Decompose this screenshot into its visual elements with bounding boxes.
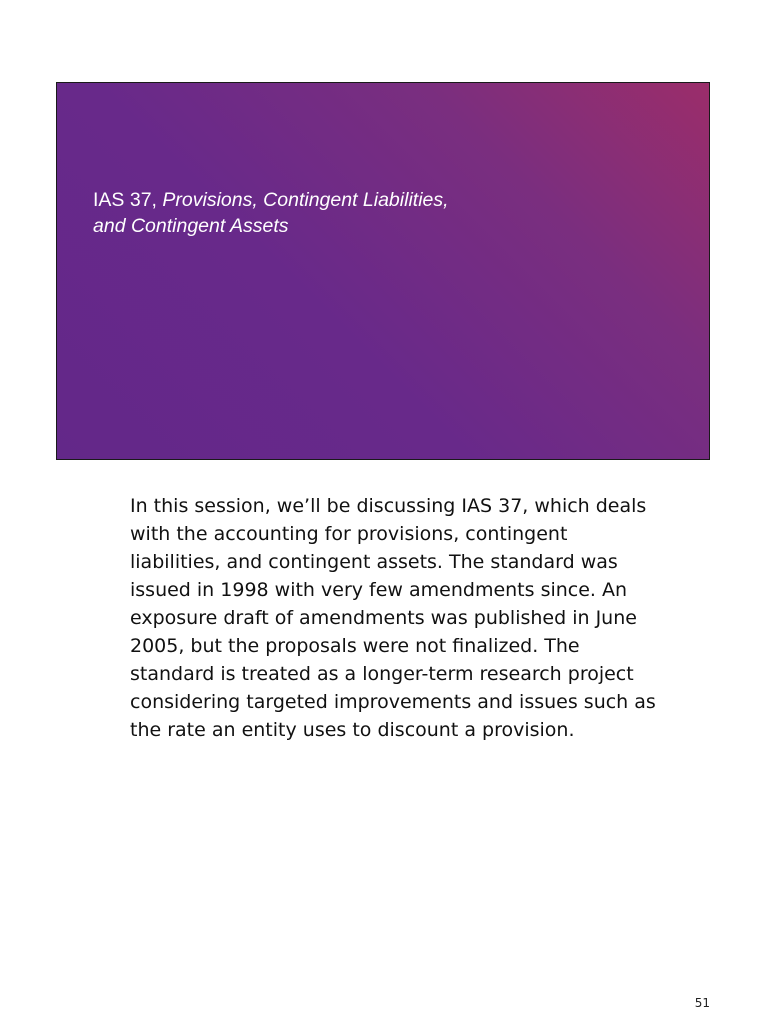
- notes-line: In this session, we’ll be discussing IAS 37, which deals: [130, 495, 647, 517]
- page-number: 51: [694, 996, 710, 1010]
- slide-title-prefix: IAS 37,: [93, 189, 157, 211]
- notes-line: exposure draft of amendments was published in June: [130, 607, 637, 629]
- notes-line: considering targeted improvements and issues such as: [130, 691, 656, 713]
- notes-line: standard is treated as a longer-term research project: [130, 663, 634, 685]
- notes-line: liabilities, and contingent assets. The standard was: [130, 551, 618, 573]
- slide-title: [93, 187, 533, 239]
- notes-line: 2005, but the proposals were not finalized. The: [130, 635, 580, 657]
- slide-thumbnail: [56, 82, 710, 460]
- slide-title-italic-line2: and Contingent Assets: [93, 215, 289, 237]
- notes-line: issued in 1998 with very few amendments since. An: [130, 579, 628, 601]
- speaker-notes: [130, 492, 656, 744]
- slide-title-italic-line1: Provisions, Contingent Liabilities,: [162, 189, 449, 211]
- notes-line: the rate an entity uses to discount a provision.: [130, 719, 575, 741]
- notes-line: with the accounting for provisions, contingent: [130, 523, 568, 545]
